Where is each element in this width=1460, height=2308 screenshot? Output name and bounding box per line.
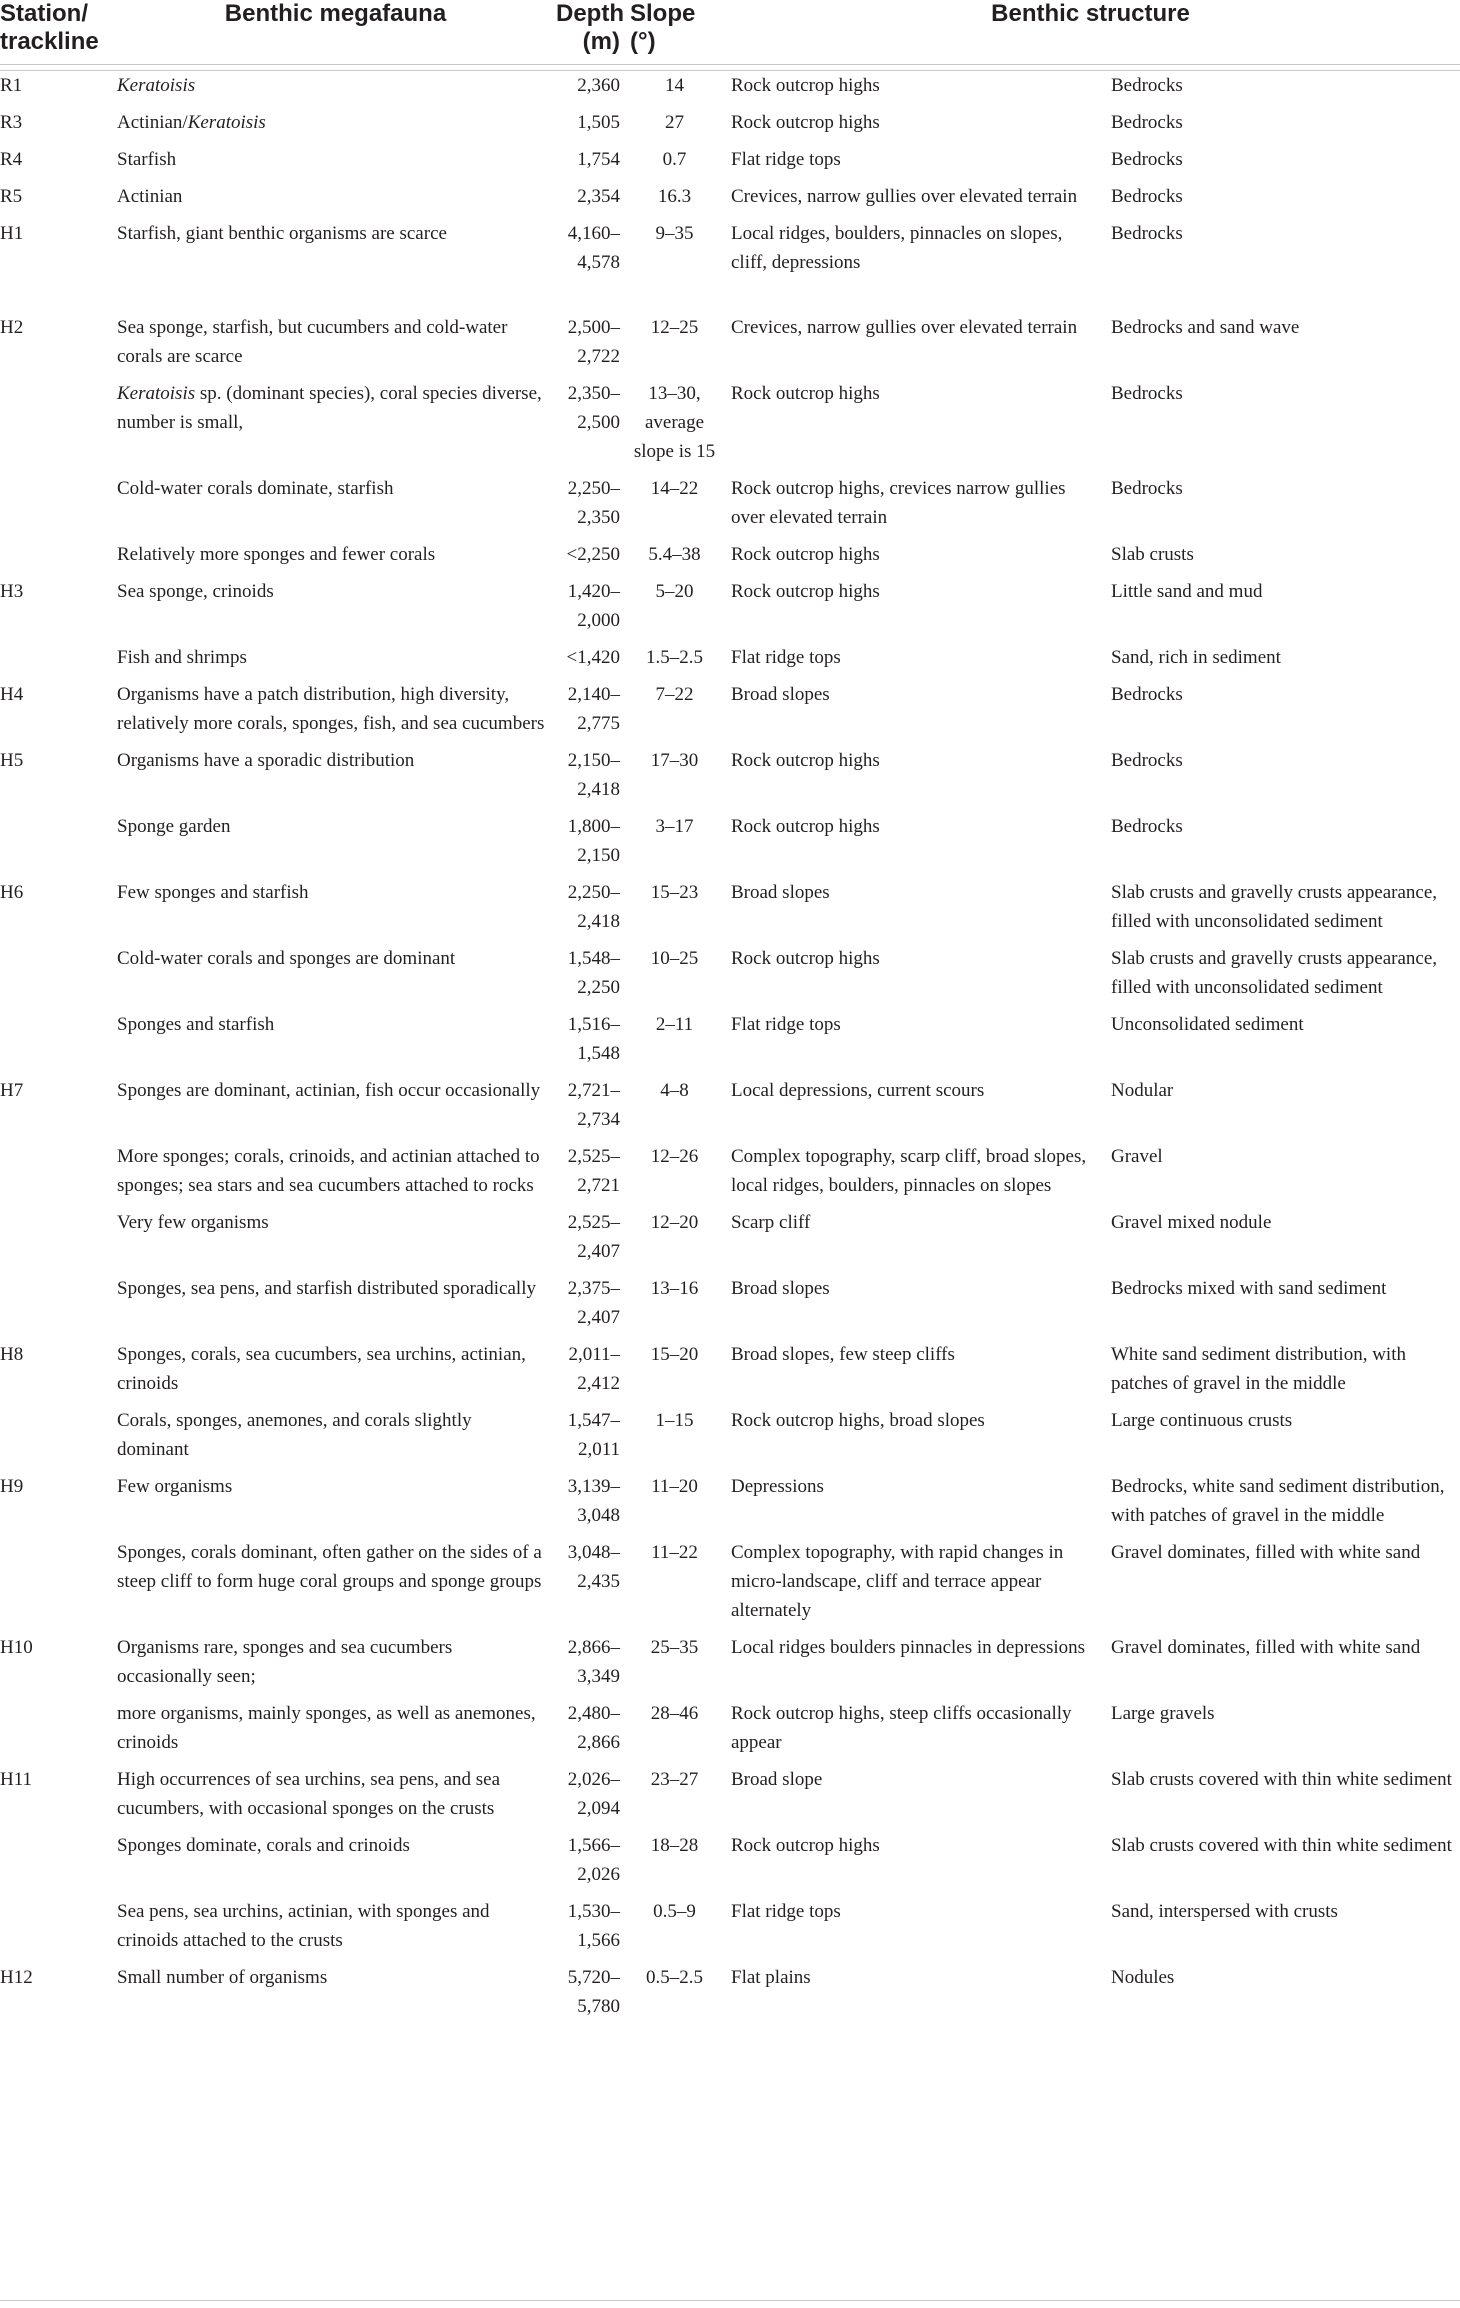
structure-cell: Broad slopes	[731, 1278, 830, 1299]
slope-cell: 1.5–2.5	[646, 647, 703, 668]
station-cell: H5	[0, 750, 24, 771]
structure-cell: Broad slopes	[731, 882, 830, 903]
fauna-text: Cold-water corals dominate, starfish	[117, 478, 394, 499]
structure-cell: Flat ridge tops	[731, 647, 841, 668]
depth-cell: 2,360	[577, 75, 620, 96]
fauna-cell	[117, 944, 554, 1010]
slope-cell: 13–30, average slope is 15	[633, 383, 716, 462]
slope-cell: 14–22	[650, 478, 699, 499]
table-row	[0, 219, 1460, 313]
taxon-italic: Keratoisis	[117, 383, 196, 404]
table-row	[0, 1142, 1460, 1208]
fauna-text: Organisms rare, sponges and sea cucumbers occasionally seen;	[117, 1637, 453, 1687]
substrate-cell: Nodular	[1111, 1080, 1174, 1101]
slope-cell: 17–30	[650, 750, 699, 771]
depth-cell: 1,530–1,566	[567, 1901, 620, 1951]
table-row	[0, 313, 1460, 379]
table-row	[0, 680, 1460, 746]
structure-cell: Rock outcrop highs	[731, 1835, 880, 1856]
table-row	[0, 540, 1460, 577]
station-cell	[0, 812, 117, 878]
fauna-cell	[117, 313, 554, 379]
table-row	[0, 1472, 1460, 1538]
slope-cell: 13–16	[650, 1278, 699, 1299]
depth-cell: 1,547–2,011	[567, 1410, 620, 1460]
substrate-cell: Large continuous crusts	[1111, 1410, 1293, 1431]
fauna-cell	[117, 1076, 554, 1142]
table-row	[0, 1897, 1460, 1963]
station-cell: H10	[0, 1637, 33, 1658]
station-cell: R5	[0, 186, 23, 207]
fauna-cell	[117, 540, 554, 577]
slope-cell: 12–25	[650, 317, 699, 338]
fauna-text: Organisms have a sporadic distribution	[117, 750, 415, 771]
structure-cell: Broad slopes	[731, 684, 830, 705]
structure-cell: Local depressions, current scours	[731, 1080, 985, 1101]
fauna-cell	[117, 1142, 554, 1208]
table-row	[0, 1274, 1460, 1340]
fauna-text: High occurrences of sea urchins, sea pens, and sea cucumbers, with occasional sponges on the crusts	[117, 1769, 501, 1819]
structure-cell: Crevices, narrow gullies over elevated terrain	[731, 186, 1078, 207]
fauna-cell	[117, 1406, 554, 1472]
substrate-cell: Gravel dominates, filled with white sand	[1111, 1637, 1421, 1658]
fauna-cell	[117, 812, 554, 878]
fauna-cell	[117, 1963, 554, 2029]
structure-cell: Depressions	[731, 1476, 824, 1497]
fauna-cell	[117, 577, 554, 643]
station-cell: H2	[0, 317, 24, 338]
substrate-cell: Bedrocks	[1111, 383, 1183, 404]
table-row	[0, 1699, 1460, 1765]
table-row	[0, 746, 1460, 812]
bottom-divider	[0, 2300, 1460, 2301]
slope-cell: 15–23	[650, 882, 699, 903]
table-row	[0, 1963, 1460, 2029]
station-cell: H6	[0, 882, 24, 903]
structure-cell: Flat ridge tops	[731, 1901, 841, 1922]
substrate-cell: Slab crusts and gravelly crusts appearance, filled with unconsolidated sediment	[1111, 948, 1438, 998]
station-cell: H3	[0, 581, 24, 602]
slope-cell: 5–20	[655, 581, 694, 602]
header-slope: Slope (°)	[624, 0, 721, 65]
station-cell	[0, 1699, 117, 1765]
station-cell	[0, 1274, 117, 1340]
substrate-cell: Gravel	[1111, 1146, 1163, 1167]
fauna-cell	[117, 474, 554, 540]
table-row	[0, 145, 1460, 182]
fauna-cell	[117, 1538, 554, 1633]
depth-cell: 5,720–5,780	[567, 1967, 620, 2017]
structure-cell: Rock outcrop highs, broad slopes	[731, 1410, 985, 1431]
structure-cell: Rock outcrop highs	[731, 948, 880, 969]
depth-cell: 2,525–2,407	[567, 1212, 620, 1262]
fauna-text: Small number of organisms	[117, 1967, 328, 1988]
table-row	[0, 71, 1460, 109]
depth-cell: 2,525–2,721	[567, 1146, 620, 1196]
fauna-text: Starfish, giant benthic organisms are scarce	[117, 223, 447, 244]
fauna-text: Sponges are dominant, actinian, fish occur occasionally	[117, 1080, 541, 1101]
slope-cell: 11–22	[651, 1542, 698, 1563]
structure-cell: Rock outcrop highs	[731, 75, 880, 96]
table-row	[0, 878, 1460, 944]
depth-cell: 1,754	[577, 149, 620, 170]
depth-cell: 2,150–2,418	[567, 750, 620, 800]
depth-cell: <2,250	[566, 544, 620, 565]
fauna-cell	[117, 182, 554, 219]
station-cell	[0, 1010, 117, 1076]
fauna-text: Relatively more sponges and fewer corals	[117, 544, 436, 565]
depth-cell: 1,548–2,250	[567, 948, 620, 998]
depth-cell: 2,480–2,866	[567, 1703, 620, 1753]
station-cell	[0, 944, 117, 1010]
structure-cell: Rock outcrop highs	[731, 112, 880, 133]
substrate-cell: Bedrocks	[1111, 149, 1183, 170]
station-cell: R1	[0, 75, 23, 96]
station-cell: H8	[0, 1344, 24, 1365]
substrate-cell: Large gravels	[1111, 1703, 1215, 1724]
depth-cell: 1,505	[577, 112, 620, 133]
fauna-cell	[117, 1340, 554, 1406]
table-body	[0, 71, 1460, 2030]
substrate-cell: Bedrocks	[1111, 816, 1183, 837]
station-cell	[0, 540, 117, 577]
table-row	[0, 643, 1460, 680]
fauna-cell	[117, 746, 554, 812]
taxon-italic: Keratoisis	[117, 75, 196, 96]
slope-cell: 16.3	[657, 186, 692, 207]
fauna-cell	[117, 1699, 554, 1765]
structure-cell: Rock outcrop highs	[731, 581, 880, 602]
substrate-cell: Bedrocks and sand wave	[1111, 317, 1300, 338]
depth-cell: 2,011–2,412	[568, 1344, 620, 1394]
fauna-text: Actinian	[117, 186, 183, 207]
structure-cell: Flat ridge tops	[731, 149, 841, 170]
depth-cell: 4,160–4,578	[567, 223, 620, 273]
structure-cell: Local ridges, boulders, pinnacles on slopes, cliff, depressions	[731, 223, 1063, 273]
structure-cell: Local ridges boulders pinnacles in depressions	[731, 1637, 1086, 1658]
substrate-cell: Nodules	[1111, 1967, 1175, 1988]
fauna-text: More sponges; corals, crinoids, and actinian attached to sponges; sea stars and sea cucumbers attached to rocks	[117, 1146, 540, 1196]
slope-cell: 12–20	[650, 1212, 699, 1233]
fauna-text-continued: sp. (dominant species), coral species diverse, number is small,	[117, 383, 542, 433]
substrate-cell: Bedrocks, white sand sediment distribution, with patches of gravel in the middle	[1111, 1476, 1445, 1526]
slope-cell: 4–8	[660, 1080, 689, 1101]
slope-cell: 11–20	[651, 1476, 698, 1497]
table-row	[0, 1633, 1460, 1699]
structure-cell: Broad slope	[731, 1769, 823, 1790]
slope-cell: 14	[665, 75, 684, 96]
station-cell: H4	[0, 684, 24, 705]
depth-cell: 2,350–2,500	[567, 383, 620, 433]
substrate-cell: Bedrocks mixed with sand sediment	[1111, 1278, 1387, 1299]
station-cell: H9	[0, 1476, 24, 1497]
structure-cell: Flat plains	[731, 1967, 811, 1988]
slope-cell: 3–17	[655, 816, 694, 837]
table-row	[0, 1076, 1460, 1142]
table-row	[0, 1208, 1460, 1274]
depth-cell: <1,420	[566, 647, 620, 668]
station-cell: H7	[0, 1080, 24, 1101]
table-row	[0, 944, 1460, 1010]
station-cell: H11	[0, 1769, 33, 1790]
slope-cell: 18–28	[650, 1835, 699, 1856]
table-row	[0, 1406, 1460, 1472]
station-cell	[0, 1208, 117, 1274]
fauna-text: Sponge garden	[117, 816, 231, 837]
fauna-text: Fish and shrimps	[117, 647, 247, 668]
fauna-cell	[117, 1274, 554, 1340]
slope-cell: 15–20	[650, 1344, 699, 1365]
slope-cell: 5.4–38	[648, 544, 701, 565]
station-cell: H1	[0, 223, 24, 244]
depth-cell: 3,139–3,048	[567, 1476, 620, 1526]
substrate-cell: Bedrocks	[1111, 478, 1183, 499]
fauna-text: Sea pens, sea urchins, actinian, with sponges and crinoids attached to the crusts	[117, 1901, 490, 1951]
substrate-cell: Slab crusts	[1111, 544, 1194, 565]
header-depth: Depth (m)	[554, 0, 624, 65]
depth-cell: 2,354	[577, 186, 620, 207]
fauna-cell	[117, 1897, 554, 1963]
fauna-cell	[117, 379, 554, 474]
substrate-cell: Bedrocks	[1111, 750, 1183, 771]
depth-cell: 1,566–2,026	[567, 1835, 620, 1885]
header-station: Station/ trackline	[0, 0, 117, 65]
substrate-cell: Gravel mixed nodule	[1111, 1212, 1272, 1233]
depth-cell: 2,250–2,350	[567, 478, 620, 528]
taxon-italic: Keratoisis	[187, 112, 266, 133]
depth-cell: 2,500–2,722	[567, 317, 620, 367]
depth-cell: 1,516–1,548	[567, 1014, 620, 1064]
substrate-cell: Sand, rich in sediment	[1111, 647, 1281, 668]
slope-cell: 0.7	[662, 149, 687, 170]
station-cell	[0, 1142, 117, 1208]
fauna-cell	[117, 1765, 554, 1831]
station-cell	[0, 1406, 117, 1472]
fauna-cell	[117, 1208, 554, 1274]
slope-cell: 0.5–2.5	[646, 1967, 703, 1988]
substrate-cell: Slab crusts and gravelly crusts appearance, filled with unconsolidated sediment	[1111, 882, 1438, 932]
depth-cell: 3,048–2,435	[567, 1542, 620, 1592]
fauna-cell	[117, 1010, 554, 1076]
substrate-cell: Bedrocks	[1111, 112, 1183, 133]
table-row	[0, 1538, 1460, 1633]
slope-cell: 10–25	[650, 948, 699, 969]
depth-cell: 2,721–2,734	[567, 1080, 620, 1130]
substrate-cell: White sand sediment distribution, with patches of gravel in the middle	[1111, 1344, 1406, 1394]
depth-cell: 2,250–2,418	[567, 882, 620, 932]
fauna-cell	[117, 219, 554, 313]
station-cell: R3	[0, 112, 23, 133]
slope-cell: 9–35	[655, 223, 694, 244]
slope-cell: 2–11	[655, 1014, 694, 1035]
depth-cell: 1,800–2,150	[567, 816, 620, 866]
fauna-text: Sponges, corals, sea cucumbers, sea urchins, actinian, crinoids	[117, 1344, 526, 1394]
structure-cell: Rock outcrop highs	[731, 750, 880, 771]
substrate-cell: Bedrocks	[1111, 684, 1183, 705]
fauna-text: Sponges, sea pens, and starfish distributed sporadically	[117, 1278, 536, 1299]
table-row	[0, 474, 1460, 540]
structure-cell: Crevices, narrow gullies over elevated terrain	[731, 317, 1078, 338]
fauna-text: Cold-water corals and sponges are dominant	[117, 948, 456, 969]
station-cell	[0, 379, 117, 474]
structure-cell: Rock outcrop highs, steep cliffs occasionally appear	[731, 1703, 1072, 1753]
table-row	[0, 1831, 1460, 1897]
station-cell: R4	[0, 149, 23, 170]
structure-cell: Scarp cliff	[731, 1212, 811, 1233]
fauna-cell	[117, 71, 554, 109]
structure-cell: Rock outcrop highs	[731, 544, 880, 565]
fauna-cell	[117, 1831, 554, 1897]
slope-cell: 7–22	[655, 684, 694, 705]
table-row	[0, 1340, 1460, 1406]
fauna-cell	[117, 108, 554, 145]
fauna-text: more organisms, mainly sponges, as well as anemones, crinoids	[117, 1703, 536, 1753]
table-row	[0, 108, 1460, 145]
fauna-text: Sponges and starfish	[117, 1014, 275, 1035]
substrate-cell: Slab crusts covered with thin white sediment	[1111, 1835, 1452, 1856]
fauna-text: Few organisms	[117, 1476, 233, 1497]
substrate-cell: Bedrocks	[1111, 223, 1183, 244]
fauna-text: Sponges dominate, corals and crinoids	[117, 1835, 410, 1856]
structure-cell: Rock outcrop highs, crevices narrow gullies over elevated terrain	[731, 478, 1066, 528]
slope-cell: 27	[665, 112, 684, 133]
depth-cell: 2,375–2,407	[567, 1278, 620, 1328]
station-cell: H12	[0, 1967, 33, 1988]
fauna-cell	[117, 643, 554, 680]
fauna-cell	[117, 1472, 554, 1538]
fauna-cell	[117, 680, 554, 746]
fauna-cell	[117, 145, 554, 182]
fauna-text: Sea sponge, crinoids	[117, 581, 274, 602]
table-row	[0, 379, 1460, 474]
fauna-text: Organisms have a patch distribution, high diversity, relatively more corals, sponges, fish, and sea cucumbers	[117, 684, 545, 734]
fauna-text: Very few organisms	[117, 1212, 269, 1233]
header-fauna: Benthic megafauna	[117, 0, 554, 65]
substrate-cell: Unconsolidated sediment	[1111, 1014, 1304, 1035]
structure-cell: Complex topography, scarp cliff, broad slopes, local ridges, boulders, pinnacles on slopes	[731, 1146, 1087, 1196]
slope-cell: 1–15	[655, 1410, 694, 1431]
header-row	[0, 0, 1460, 65]
slope-cell: 23–27	[650, 1769, 699, 1790]
structure-cell: Rock outcrop highs	[731, 383, 880, 404]
depth-cell: 2,140–2,775	[567, 684, 620, 734]
structure-cell: Broad slopes, few steep cliffs	[731, 1344, 955, 1365]
table-row	[0, 1765, 1460, 1831]
substrate-cell: Bedrocks	[1111, 75, 1183, 96]
substrate-cell: Bedrocks	[1111, 186, 1183, 207]
header-structure: Benthic structure	[721, 0, 1460, 65]
fauna-text: Sea sponge, starfish, but cucumbers and cold-water corals are scarce	[117, 317, 508, 367]
fauna-text: Actinian/	[117, 112, 188, 133]
station-cell	[0, 1897, 117, 1963]
fauna-text: Corals, sponges, anemones, and corals slightly dominant	[117, 1410, 472, 1460]
slope-cell: 0.5–9	[653, 1901, 696, 1922]
fauna-text: Sponges, corals dominant, often gather on the sides of a steep cliff to form huge coral groups and sponge groups	[117, 1542, 542, 1592]
structure-cell: Rock outcrop highs	[731, 816, 880, 837]
fauna-cell	[117, 1633, 554, 1699]
substrate-cell: Slab crusts covered with thin white sediment	[1111, 1769, 1452, 1790]
station-cell	[0, 1831, 117, 1897]
station-cell	[0, 1538, 117, 1633]
station-cell	[0, 643, 117, 680]
table-row	[0, 1010, 1460, 1076]
table-row	[0, 812, 1460, 878]
depth-cell: 2,866–3,349	[567, 1637, 620, 1687]
depth-cell: 2,026–2,094	[567, 1769, 620, 1819]
slope-cell: 12–26	[650, 1146, 699, 1167]
slope-cell: 28–46	[650, 1703, 699, 1724]
substrate-cell: Sand, interspersed with crusts	[1111, 1901, 1338, 1922]
structure-cell: Complex topography, with rapid changes in micro-landscape, cliff and terrace appear alternately	[731, 1542, 1064, 1621]
station-cell	[0, 474, 117, 540]
substrate-cell: Little sand and mud	[1111, 581, 1263, 602]
structure-cell: Flat ridge tops	[731, 1014, 841, 1035]
depth-cell: 1,420–2,000	[567, 581, 620, 631]
fauna-text: Few sponges and starfish	[117, 882, 309, 903]
substrate-cell: Gravel dominates, filled with white sand	[1111, 1542, 1421, 1563]
table-row	[0, 577, 1460, 643]
slope-cell: 25–35	[650, 1637, 699, 1658]
table-row	[0, 182, 1460, 219]
fauna-text: Starfish	[117, 149, 177, 170]
fauna-cell	[117, 878, 554, 944]
